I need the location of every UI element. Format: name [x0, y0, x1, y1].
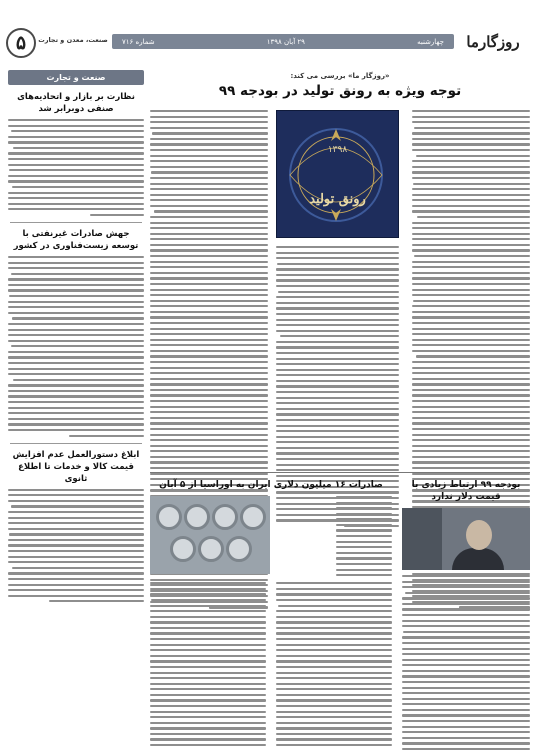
graphic-caption: رونق تولید	[309, 192, 366, 207]
story-budget-dollar-body	[402, 575, 530, 750]
story-eurasia-exports-title: صادرات ۱۶ میلیون دلاری ایران به اوراسیا از ۵ آبان	[159, 480, 383, 490]
main-feature	[150, 70, 530, 470]
sidebar-story-2-body	[8, 256, 144, 437]
story-eurasia-exports	[150, 479, 392, 750]
issue-date: ۲۹ آبان ۱۳۹۸	[266, 37, 305, 46]
sidebar-story-1-body	[8, 119, 144, 216]
ornament-icon	[276, 111, 398, 238]
story-eurasia-exports-body-top	[276, 496, 392, 576]
story-budget-dollar	[402, 479, 530, 750]
issue-number: شماره ۷۱۶	[122, 37, 155, 46]
sidebar-story-1-title: نظارت بر بازار و اتحادیه‌های صنفی دوبرابر شد	[17, 92, 135, 114]
sidebar-story-3-body	[8, 489, 144, 603]
bottom-stories	[150, 472, 530, 742]
story-eurasia-exports-body	[150, 582, 392, 750]
sidebar-heading: صنعت و تجارت	[8, 70, 144, 85]
feature-body	[150, 110, 530, 470]
date-band	[112, 34, 454, 49]
feature-headline: توجه ویژه به رونق تولید در بودجه ۹۹	[218, 83, 462, 99]
graphic-year: ۱۳۹۸	[327, 145, 348, 155]
page-number-badge: ۵	[6, 28, 36, 58]
sidebar-story-2-title: جهش صادرات غیرنفتی با توسعه زیست‌فناوری در کشور	[10, 222, 142, 252]
masthead-logo: روزگارما	[466, 33, 520, 51]
rounagh-tolid-graphic	[276, 110, 399, 238]
sidebar-column	[8, 70, 144, 740]
steel-rolls-photo	[150, 496, 270, 574]
official-photo	[402, 508, 530, 570]
page-header	[0, 28, 536, 58]
sidebar-story-3-title: ابلاغ دستورالعمل عدم افزایش قیمت کالا و خدمات تا اطلاع ثانوی	[10, 443, 142, 485]
feature-kicker: «روزگار ما» بررسی می کند:	[290, 72, 390, 80]
weekday: چهارشنبه	[417, 37, 444, 46]
section-label: صنعت، معدن و تجارت	[38, 36, 108, 44]
story-budget-dollar-title: بودجه ۹۹ ارتباط زیادی با قیمت دلار ندارد	[411, 480, 521, 502]
